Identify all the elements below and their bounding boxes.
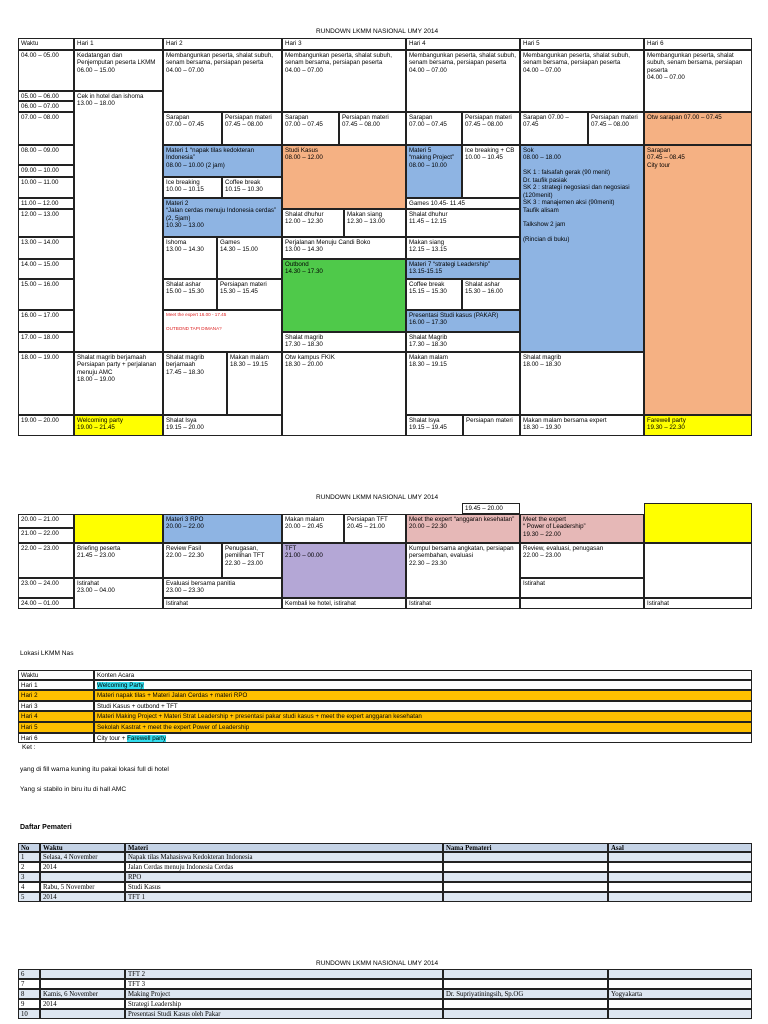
time-cell: 05.00 – 06.00	[18, 91, 74, 101]
lokasi-col-konten: Konten Acara	[94, 670, 752, 680]
pemateri-nama	[443, 999, 608, 1009]
pemateri-heading: Daftar Pemateri	[20, 824, 72, 831]
h2-subuh: Membangunkan peserta, shalat subuh, senam bersama, persiapan peserta 04.00 – 07.00	[163, 50, 282, 112]
h4-meet-expert: Meet the expert “anggaran kesehatan” 20.00 – 22.30	[406, 514, 520, 543]
h3-otw-fkik: Otw kampus FKIK 18.30 – 20.00	[282, 352, 406, 436]
pemateri-asal	[608, 862, 752, 872]
h2-penugasan: Penugasan, pemilihan TFT 22.30 – 23.00	[222, 543, 282, 578]
h1-welcoming-continued	[74, 514, 163, 543]
time-cell: 21.00 – 22.00	[18, 528, 74, 543]
time-cell: 13.00 – 14.00	[18, 237, 74, 259]
h2-magrib: Shalat magrib berjamaah 17.45 – 18.30	[163, 352, 227, 415]
time-cell: 15.00 – 16.00	[18, 279, 74, 310]
h2-note-cell	[163, 310, 282, 352]
time-cell: 08.00 – 09.00	[18, 145, 74, 165]
h6-empty	[644, 543, 752, 598]
lokasi-content	[94, 680, 752, 690]
time-cell: 18.00 – 19.00	[18, 352, 74, 415]
header-waktu: Waktu	[18, 38, 74, 50]
lokasi-content-text: City tour +	[97, 735, 128, 742]
h4-persiapan-materi: Persiapan materi	[463, 415, 520, 436]
h1-istirahat: Istirahat 23.00 – 04.00	[74, 578, 163, 609]
pemateri-col-asal: Asal	[608, 843, 752, 852]
h4-makan-siang: Makan siang 12.15 – 13.15	[406, 237, 520, 259]
pemateri-no: 2	[18, 862, 40, 872]
time-cell: 04.00 – 05.00	[18, 50, 74, 91]
pemateri-asal	[608, 1009, 752, 1019]
time-cell: 06.00 – 07.00	[18, 101, 74, 112]
h2-ashar: Shalat ashar 15.00 – 15.30	[163, 279, 217, 310]
time-cell: 17.00 – 18.00	[18, 332, 74, 352]
pemateri-waktu: 2014	[40, 892, 125, 902]
h4-coffee-break: Coffee break 15.15 – 15.30	[406, 279, 462, 310]
pemateri-nama	[443, 882, 608, 892]
pemateri-asal: Yogyakarta	[608, 989, 752, 999]
pemateri-asal	[608, 979, 752, 989]
h5-empty	[520, 598, 644, 609]
rundown-title-2: RUNDOWN LKMM NASIONAL UMY 2014	[316, 494, 439, 501]
time-cell: 20.00 – 21.00	[18, 514, 74, 528]
time-cell: 11.00 – 12.00	[18, 198, 74, 209]
h2-sarapan: Sarapan 07.00 – 07.45	[163, 112, 222, 145]
pemateri-no: 8	[18, 989, 40, 999]
h2-games: Games 14.30 – 15.00	[217, 237, 282, 279]
h2-istirahat: Istirahat	[163, 598, 282, 609]
pemateri-no: 9	[18, 999, 40, 1009]
h6-farewell-continued	[644, 503, 752, 543]
h2-ice-breaking: Ice breaking 10.00 – 10.15	[163, 177, 222, 198]
h3-perjalanan: Perjalanan Menuju Candi Boko 13.00 – 14.30	[282, 237, 406, 259]
h5-meet-expert: Meet the expert “ Power of Leadership” 19.30 – 22.00	[520, 514, 644, 543]
header-hari-3: Hari 3	[282, 38, 406, 50]
h5-subuh: Membangunkan peserta, shalat subuh, senam bersama, persiapan peserta 04.00 – 07.00	[520, 50, 644, 112]
h4-makan-malam: Makan malam 18.30 – 19.15	[406, 352, 520, 415]
h2-coffee-break: Coffee break 10.15 – 10.30	[222, 177, 282, 198]
lokasi-content: Materi Making Project + Materi Strat Leadership + presentasi pakar studi kasus + meet the expert anggaran kesehatan	[94, 711, 752, 722]
h4-persiapan: Persiapan materi 07.45 – 08.00	[462, 112, 520, 145]
pemateri-waktu: 2014	[40, 999, 125, 1009]
h5-magrib: Shalat magrib 18.00 – 18.30	[520, 352, 644, 415]
pemateri-asal	[608, 852, 752, 862]
pemateri-no: 5	[18, 892, 40, 902]
pemateri-nama	[443, 872, 608, 882]
h3-kembali-hotel: Kembali ke hotel, istirahat	[282, 598, 406, 609]
lokasi-note-1: yang di fill warna kuning itu pakai lokasi full di hotel	[20, 766, 169, 773]
h3-outbond: Outbond 14.30 – 17.30	[282, 259, 406, 332]
h1-magrib: Shalat magrib berjamaah Persiapan party + perjalanan menuju AMC 18.00 – 19.00	[74, 352, 163, 415]
pemateri-no: 6	[18, 969, 40, 979]
h3-tft: TFT 21.00 – 00.00	[282, 543, 406, 598]
h3-persiapan-tft: Persiapan TFT 20.45 – 21.00	[344, 514, 406, 543]
time-cell: 22.00 – 23.00	[18, 543, 74, 578]
pemateri-no: 1	[18, 852, 40, 862]
h4-isya: Shalat Isya 19.15 – 19.45	[406, 415, 463, 436]
h3-dhuhur: Shalat dhuhur 12.00 – 12.30	[282, 209, 344, 237]
lokasi-day: Hari 4	[18, 711, 94, 722]
h3-sarapan: Sarapan 07.00 – 07.45	[282, 112, 339, 145]
pemateri-nama	[443, 862, 608, 872]
h6-city-tour: Sarapan 07.45 – 08.45 City tour	[644, 145, 752, 415]
h2-persiapan-materi: Persiapan materi 15.30 – 15.45	[217, 279, 282, 310]
pemateri-waktu: Kamis, 6 November	[40, 989, 125, 999]
h2-makan-malam: Makan malam 18.30 – 19.15	[227, 352, 282, 415]
h4-sarapan: Sarapan 07.00 – 07.45	[406, 112, 462, 145]
pemateri-col-nama: Nama Pemateri	[443, 843, 608, 852]
time-cell: 16.00 – 17.00	[18, 310, 74, 332]
lokasi-content: Sekolah Kastrat + meet the expert Power of Leadership	[94, 722, 752, 733]
h3-studi-kasus: Studi Kasus 08.00 – 12.00	[282, 145, 406, 209]
h3-makan-malam: Makan malam 20.00 – 20.45	[282, 514, 344, 543]
pemateri-materi: Presentasi Studi Kasus oleh Pakar	[125, 1009, 443, 1019]
h4-istirahat: Istirahat	[406, 598, 520, 609]
lokasi-day: Hari 1	[18, 680, 94, 690]
pemateri-materi: Making Project	[125, 989, 443, 999]
pemateri-materi: TFT 2	[125, 969, 443, 979]
lokasi-col-waktu: Waktu	[18, 670, 94, 680]
header-hari-4: Hari 4	[406, 38, 520, 50]
lokasi-day: Hari 2	[18, 690, 94, 701]
h2-materi-3: Materi 3 RPO 20.00 – 22.00	[163, 514, 282, 543]
pemateri-waktu: Selasa, 4 November	[40, 852, 125, 862]
pemateri-no: 3	[18, 872, 40, 882]
header-hari-5: Hari 5	[520, 38, 644, 50]
pemateri-no: 7	[18, 979, 40, 989]
pemateri-asal	[608, 882, 752, 892]
h2-note-outbond: OUTBOND TAPI DIMANA?	[166, 325, 222, 331]
time-cell: 19.00 – 20.00	[18, 415, 74, 436]
h2-review-fasil: Review Fasil 22.00 – 22.30	[163, 543, 222, 578]
pemateri-materi: TFT 1	[125, 892, 443, 902]
h4-top-time: 19.45 – 20.00	[462, 503, 520, 514]
h5-sok: Sok 08.00 – 18.00 SK 1 : falsafah gerak (90 menit) Dr. taufik pasiak SK 2 : strategi negosiasi dan negosiasi (120menit) SK 3 : manajemen aksi (90menit) Taufik alisam Talkshow 2 jam (Rincian di buku)	[520, 145, 644, 352]
header-hari-2: Hari 2	[163, 38, 282, 50]
time-cell: 12.00 – 13.00	[18, 209, 74, 237]
lokasi-note-2: Yang si stabilo in biru itu di hall AMC	[20, 786, 127, 793]
h6-farewell: Farewell party 19.30 – 22.30	[644, 415, 752, 436]
pemateri-nama	[443, 969, 608, 979]
pemateri-waktu	[40, 969, 125, 979]
time-cell: 14.00 – 15.00	[18, 259, 74, 279]
header-hari-6: Hari 6	[644, 38, 752, 50]
h4-magrib: Shalat Magrib 17.30 – 18.30	[406, 332, 520, 352]
pemateri-waktu	[40, 979, 125, 989]
time-cell: 09.00 – 10.00	[18, 165, 74, 177]
h1-kedatangan: Kedatangan dan Penjemputan peserta LKMM 06.00 – 15.00	[74, 50, 163, 91]
lokasi-content: Materi napak tilas + Materi Jalan Cerdas + materi RPO	[94, 690, 752, 701]
lokasi-content-highlight: Farewell party	[127, 735, 166, 742]
lokasi-content: Studi Kasus + outbond + TFT	[94, 701, 752, 711]
pemateri-materi: Studi Kasus	[125, 882, 443, 892]
pemateri-materi: Napak tilas Mahasiswa Kedokteran Indonesia	[125, 852, 443, 862]
h2-persiapan: Persiapan materi 07.45 – 08.00	[222, 112, 282, 145]
h4-dhuhur: Shalat dhuhur 11.45 – 12.15	[406, 209, 520, 237]
lokasi-day: Hari 6	[18, 733, 94, 743]
h4-ashar: Shalat ashar 15.30 – 16.00	[462, 279, 520, 310]
h5-istirahat: Istirahat	[520, 578, 644, 598]
lokasi-day: Hari 5	[18, 722, 94, 733]
pemateri-asal	[608, 999, 752, 1009]
lokasi-ket: Ket :	[22, 744, 36, 751]
pemateri-waktu: 2014	[40, 862, 125, 872]
h2-ishoma: Ishoma 13.00 – 14.30	[163, 237, 217, 279]
time-cell: 24.00 – 01.00	[18, 598, 74, 609]
pemateri-nama	[443, 979, 608, 989]
h5-review: Review, evaluasi, penugasan 22.00 – 23.00	[520, 543, 644, 578]
h3-subuh: Membangunkan peserta, shalat subuh, senam bersama, persiapan peserta 04.00 – 07.00	[282, 50, 406, 112]
h2-evaluasi: Evaluasi bersama panitia 23.00 – 23.30	[163, 578, 282, 598]
h1-cek-in: Cek in hotel dan ishoma 13.00 – 18.00	[74, 91, 163, 352]
h2-materi-2: Materi 2 “Jalan cerdas menuju Indonesia cerdas” (2, 5jam) 10.30 – 13.00	[163, 198, 282, 237]
h4-kumpul: Kumpul bersama angkatan, persiapan persembahan, evaluasi 22.30 – 23.30	[406, 543, 520, 598]
pemateri-no: 4	[18, 882, 40, 892]
h5-sarapan: Sarapan 07.00 – 07.45	[520, 112, 588, 145]
h2-materi-1: Materi 1 “napak tilas kedokteran Indonesia” 08.00 – 10.00 (2 jam)	[163, 145, 282, 177]
h3-makan-siang: Makan siang 12.30 – 13.00	[344, 209, 406, 237]
h4-presentasi: Presentasi Studi kasus (PAKAR) 16.00 – 17.30	[406, 310, 520, 332]
h5-persiapan: Persiapan materi 07.45 – 08.00	[588, 112, 644, 145]
h4-materi-7: Materi 7 “strategi Leadership” 13.15-15.15	[406, 259, 520, 279]
lokasi-content-text: Welcoming Party	[97, 682, 144, 689]
h4-materi-5: Materi 5 “making Project” 08.00 – 10.00	[406, 145, 462, 198]
pemateri-materi: TFT 3	[125, 979, 443, 989]
pemateri-asal	[608, 892, 752, 902]
h3-persiapan: Persiapan materi 07.45 – 08.00	[339, 112, 406, 145]
time-cell: 07.00 – 08.00	[18, 112, 74, 145]
h6-otw-sarapan: Otw sarapan 07.00 – 07.45	[644, 112, 752, 145]
h4-games: Games 10.45- 11.45	[406, 198, 520, 209]
pemateri-col-materi: Materi	[125, 843, 443, 852]
time-cell: 10.00 – 11.00	[18, 177, 74, 198]
time-cell: 23.00 – 24.00	[18, 578, 74, 598]
pemateri-nama	[443, 892, 608, 902]
rundown-title-3: RUNDOWN LKMM NASIONAL UMY 2014	[316, 960, 439, 967]
h4-subuh: Membangunkan peserta, shalat subuh, senam bersama, persiapan peserta 04.00 – 07.00	[406, 50, 520, 112]
pemateri-materi: RPO	[125, 872, 443, 882]
pemateri-nama	[443, 852, 608, 862]
pemateri-nama: Dr. Supriyatiningsih, Sp.OG	[443, 989, 608, 999]
pemateri-materi: Strategi Leadership	[125, 999, 443, 1009]
lokasi-day: Hari 3	[18, 701, 94, 711]
pemateri-asal	[608, 872, 752, 882]
lokasi-heading: Lokasi LKMM Nas	[20, 650, 74, 657]
pemateri-asal	[608, 969, 752, 979]
pemateri-col-waktu: Waktu	[40, 843, 125, 852]
h1-welcoming: Welcoming party 19.00 – 21.45	[74, 415, 163, 436]
h3-magrib: Shalat magrib 17.30 – 18.30	[282, 332, 406, 352]
h6-subuh: Membangunkan peserta, shalat subuh, senam bersama, persiapan peserta 04.00 – 07.00	[644, 50, 752, 112]
h5-makan-malam: Makan malam bersama expert 18.30 – 19.30	[520, 415, 644, 436]
pemateri-waktu	[40, 872, 125, 882]
pemateri-col-no: No	[18, 843, 40, 852]
lokasi-content	[94, 733, 752, 743]
h4-ice-breaking: Ice breaking + CB 10.00 – 10.45	[462, 145, 520, 198]
pemateri-materi: Jalan Cerdas menuju Indonesia Cerdas	[125, 862, 443, 872]
pemateri-no: 10	[18, 1009, 40, 1019]
h6-istirahat: Istirahat	[644, 598, 752, 609]
pemateri-waktu	[40, 1009, 125, 1019]
header-hari-1: Hari 1	[74, 38, 163, 50]
pemateri-nama	[443, 1009, 608, 1019]
pemateri-waktu: Rabu, 5 November	[40, 882, 125, 892]
h2-note-meet-expert: Meet the expert 16.00 - 17.45	[166, 312, 227, 317]
h1-briefing: Briefing peserta 21.45 – 23.00	[74, 543, 163, 578]
h2-isya: Shalat Isya 19.15 – 20.00	[163, 415, 282, 436]
rundown-title-1: RUNDOWN LKMM NASIONAL UMY 2014	[316, 28, 439, 35]
